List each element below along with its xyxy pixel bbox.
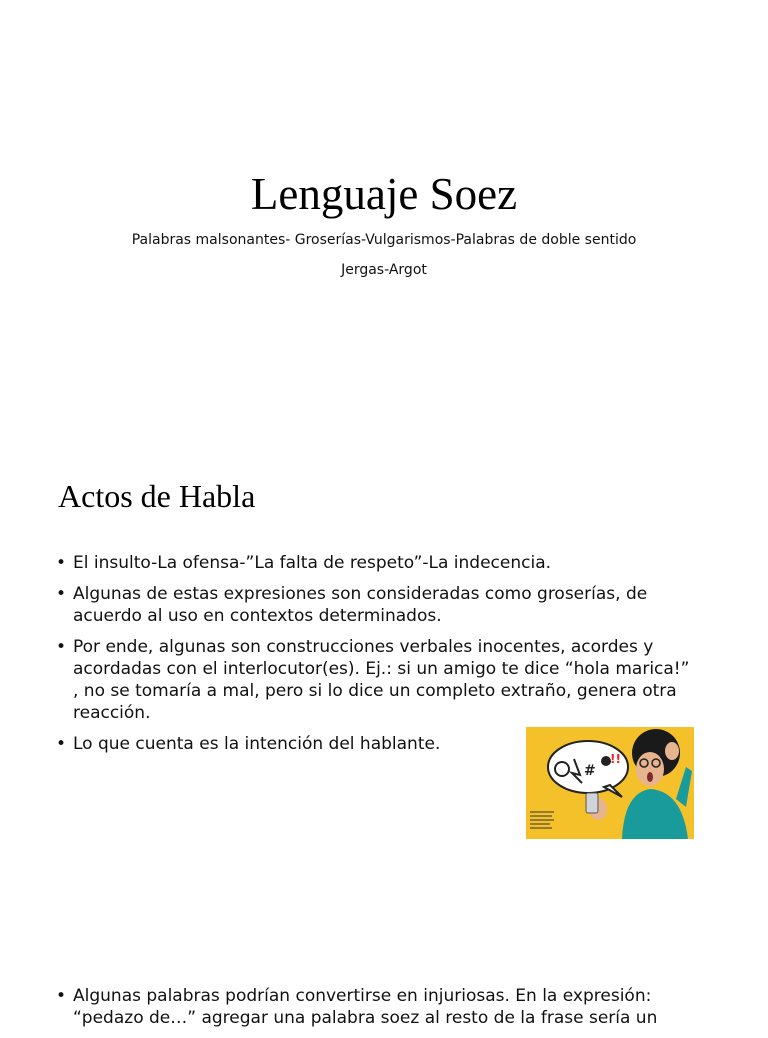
list-item: • El insulto-La ofensa-”La falta de respeto”-La indecencia.: [56, 552, 696, 574]
slide-title-heading: Lenguaje Soez: [250, 169, 518, 219]
surprised-woman-phone-illustration: [526, 727, 694, 839]
slide-subtitle-line1: Palabras malsonantes- Groserías-Vulgarismos-Palabras de doble sentido: [131, 232, 637, 248]
section-heading: Actos de Habla: [58, 478, 256, 514]
list-item: • Algunas de estas expresiones son consideradas como groserías, de acuerdo al uso en contextos determinados.: [56, 583, 696, 627]
list-item: • Por ende, algunas son construcciones verbales inocentes, acordes y acordadas con el interlocutor(es). Ej.: si un amigo te dice “hola marica!” , no se tomaría a mal, pero si lo dice un completo extraño, genera otra reacción.: [56, 636, 696, 724]
slide-title: [0, 0, 768, 300]
bullet-list-next: [56, 985, 696, 1038]
svg-text:#: #: [584, 763, 596, 779]
list-item: • Algunas palabras podrían convertirse en injuriosas. En la expresión: “pedazo de…” agregar una palabra soez al resto de la frase sería un: [56, 985, 696, 1029]
slide-subtitle-line2: Jergas-Argot: [341, 262, 427, 278]
photo-svg: [526, 727, 694, 839]
list-item: • Lo que cuenta es la intención del hablante.: [56, 733, 696, 755]
svg-text:!!: !!: [610, 752, 621, 766]
